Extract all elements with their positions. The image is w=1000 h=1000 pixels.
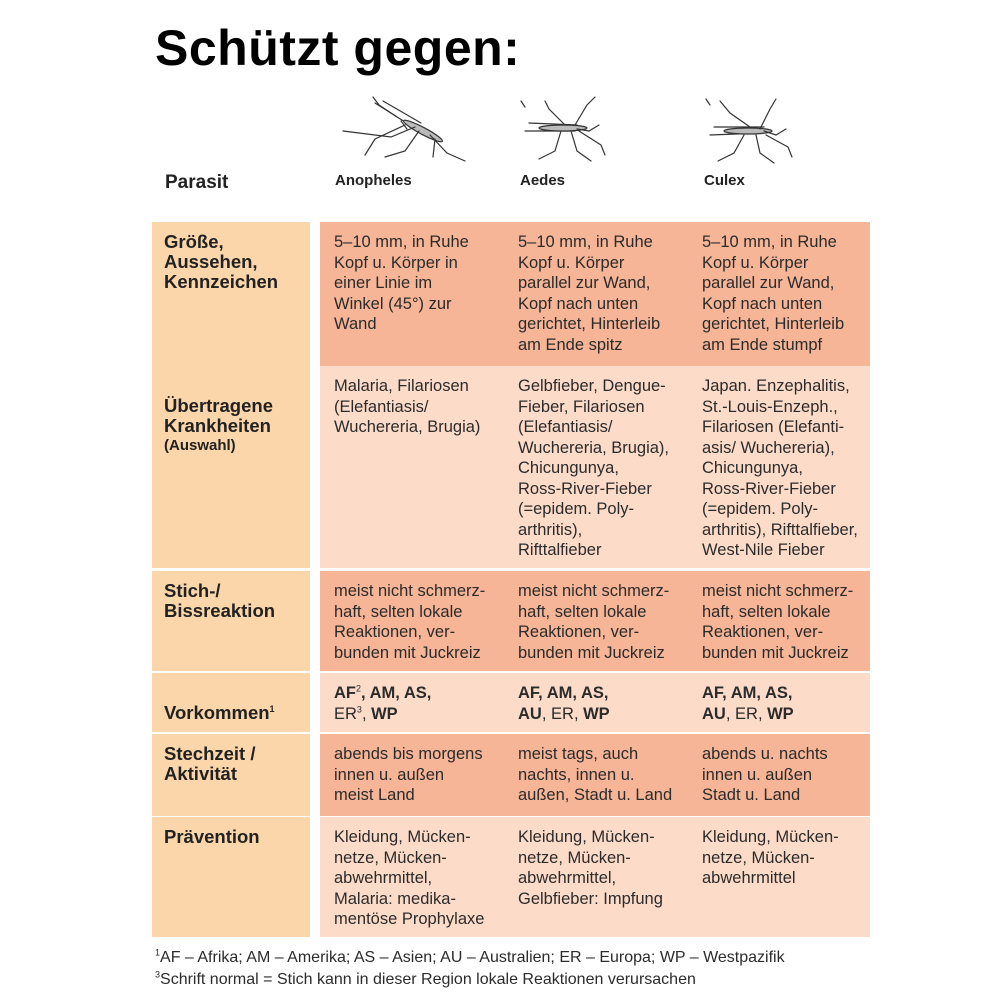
- row-label-occurrence: [152, 673, 310, 732]
- cell-aedes-bite-reaction: meist nicht schmerz- haft, selten lokale Reaktionen, ver- bunden mit Juckreiz: [504, 571, 688, 671]
- cell-anopheles-appearance: 5–10 mm, in Ruhe Kopf u. Körper in einer Linie im Winkel (45°) zur Wand: [320, 222, 504, 366]
- column-header-culex: Culex: [704, 172, 745, 189]
- cell-culex-occurrence: AF, AM, AS, AU, ER, WP: [688, 673, 870, 732]
- cell-anopheles-prevention: Kleidung, Mücken- netze, Mücken- abwehrmittel, Malaria: medika- mentöse Prophylaxe: [320, 817, 504, 937]
- cell-aedes-diseases: Gelbfieber, Dengue- Fieber, Filariosen (Elefantiasis/ Wuchereria, Brugia), Chicungunya, Ross-River-Fieber (=epidem. Poly- arthritis), Rifttalfieber: [504, 366, 688, 568]
- parameter-header: Parasit: [165, 172, 229, 193]
- table-row-prevention: [152, 817, 870, 937]
- page-title: Schützt gegen:: [155, 20, 521, 76]
- table-row-occurrence: [152, 673, 870, 732]
- cell-culex-diseases: Japan. Enzephalitis, St.-Louis-Enzeph., Filariosen (Elefanti- asis/ Wuchereria), Chicungunya, Ross-River-Fieber (=epidem. Poly- arthritis), Rifttalfieber, West-Nile Fieber: [688, 366, 870, 568]
- cell-anopheles-activity: abends bis morgens innen u. außen meist Land: [320, 734, 504, 816]
- row-label-diseases: [152, 366, 310, 568]
- row-label-appearance: Größe, Aussehen, Kennzeichen: [152, 222, 310, 366]
- occurrence-footnote-mark: 1: [269, 703, 275, 714]
- row-label-bite-reaction: Stich-/ Bissreaktion: [152, 571, 310, 671]
- cell-culex-prevention: Kleidung, Mücken- netze, Mücken- abwehrmittel: [688, 817, 870, 937]
- cell-anopheles-diseases: Malaria, Filariosen (Elefantiasis/ Wuchereria, Brugia): [320, 366, 504, 568]
- anopheles-mosquito-icon: [335, 95, 475, 167]
- table-row-diseases: [152, 366, 870, 568]
- cell-anopheles-bite-reaction: meist nicht schmerz- haft, selten lokale Reaktionen, ver- bunden mit Juckreiz: [320, 571, 504, 671]
- row-label-occurrence-text: Vorkommen: [164, 702, 270, 723]
- footnote-3: $^3$Schrift normal = Stich kann in dieser Region lokale Reaktionen verursachen: [155, 969, 696, 988]
- row-label-diseases-text: Übertragene Krankheiten: [164, 395, 273, 436]
- cell-aedes-activity: meist tags, auch nachts, innen u. außen, Stadt u. Land: [504, 734, 688, 816]
- cell-aedes-occurrence: AF, AM, AS, AU, ER, WP: [504, 673, 688, 732]
- culex-mosquito-icon: [700, 95, 840, 167]
- table-row-activity: [152, 734, 870, 816]
- row-sublabel-diseases: (Auswahl): [164, 437, 236, 454]
- row-label-activity: Stechzeit / Aktivität: [152, 734, 310, 816]
- table-row-appearance: [152, 222, 870, 366]
- column-header-aedes: Aedes: [520, 172, 566, 189]
- cell-culex-bite-reaction: meist nicht schmerz- haft, selten lokale Reaktionen, ver- bunden mit Juckreiz: [688, 571, 870, 671]
- cell-anopheles-occurrence: $AF^2$, AM, AS, $ER^3$, WP: [320, 673, 504, 732]
- table-row-bite-reaction: [152, 571, 870, 671]
- cell-aedes-prevention: Kleidung, Mücken- netze, Mücken- abwehrmittel, Gelbfieber: Impfung: [504, 817, 688, 937]
- aedes-mosquito-icon: [515, 95, 655, 167]
- column-header-anopheles: Anopheles: [335, 172, 412, 189]
- footnotes: [155, 947, 785, 991]
- cell-culex-appearance: 5–10 mm, in Ruhe Kopf u. Körper parallel zur Wand, Kopf nach unten gerichtet, Hinterleib am Ende stumpf: [688, 222, 870, 366]
- cell-culex-activity: abends u. nachts innen u. außen Stadt u. Land: [688, 734, 870, 816]
- cell-aedes-appearance: 5–10 mm, in Ruhe Kopf u. Körper parallel zur Wand, Kopf nach unten gerichtet, Hinterleib am Ende spitz: [504, 222, 688, 366]
- row-label-prevention: Prävention: [152, 817, 310, 937]
- footnote-1: $^1$AF – Afrika; AM – Amerika; AS – Asien; AU – Australien; ER – Europa; WP – Westpazifik: [155, 947, 785, 966]
